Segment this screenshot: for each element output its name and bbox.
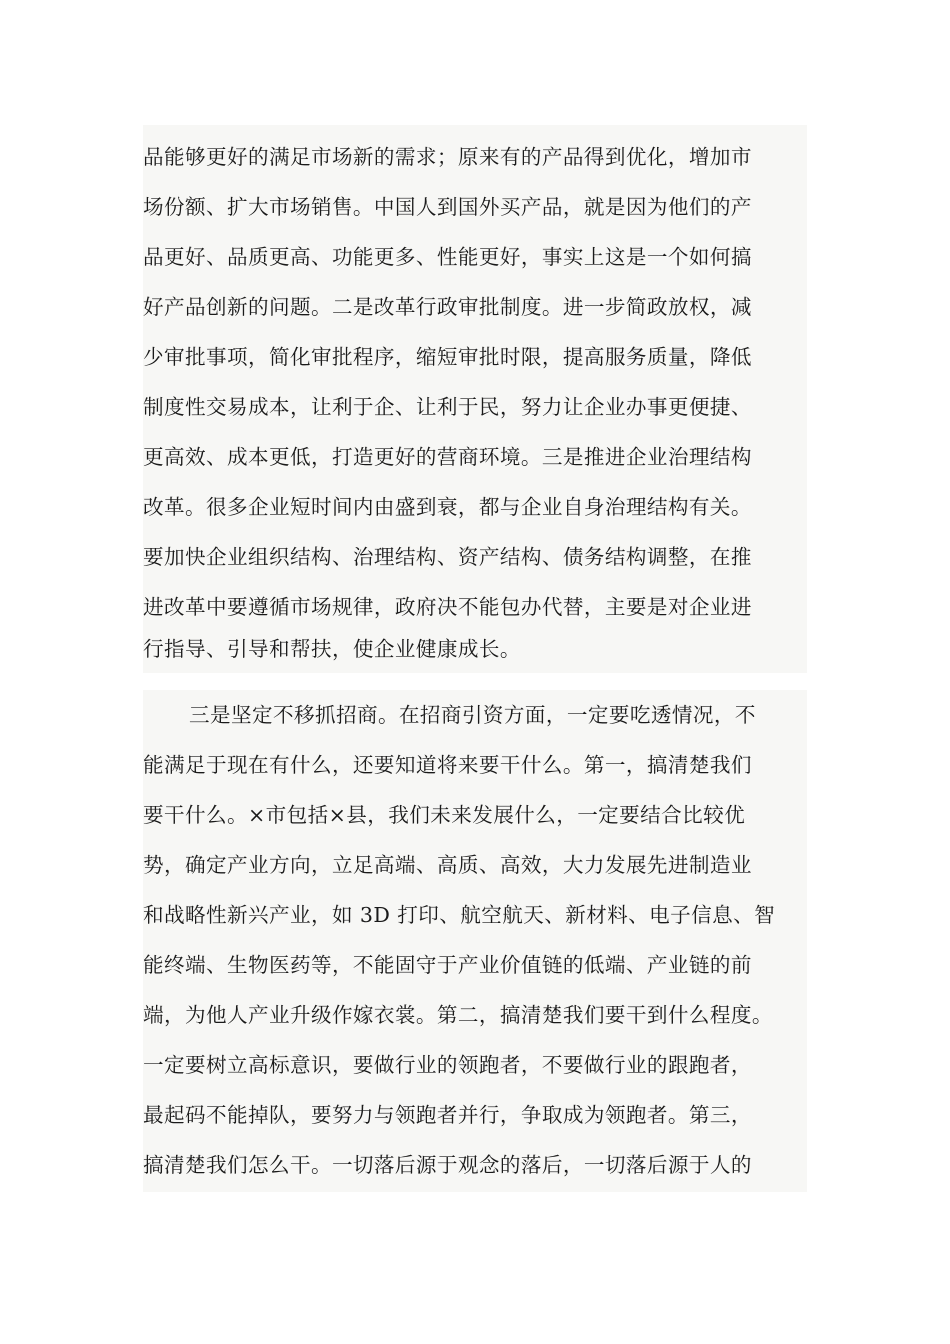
- paragraph-line: 好产品创新的问题。二是改革行政审批制度。进一步简政放权，减: [143, 295, 752, 319]
- paragraph-line: 最起码不能掉队，要努力与领跑者并行，争取成为领跑者。第三，: [143, 1103, 752, 1127]
- paragraph-line: 三是坚定不移抓招商。在招商引资方面，一定要吃透情况，不: [189, 703, 756, 727]
- paragraph-2: [143, 690, 807, 1192]
- paragraph-1: [143, 125, 807, 673]
- paragraph-line: 势，确定产业方向，立足高端、高质、高效，大力发展先进制造业: [143, 853, 752, 877]
- paragraph-line: 品能够更好的满足市场新的需求；原来有的产品得到优化，增加市: [143, 145, 752, 169]
- paragraph-line: 搞清楚我们怎么干。一切落后源于观念的落后，一切落后源于人的: [143, 1153, 752, 1177]
- paragraph-line: 品更好、品质更高、功能更多、性能更好，事实上这是一个如何搞: [143, 245, 752, 269]
- paragraph-line: 少审批事项，简化审批程序，缩短审批时限，提高服务质量，降低: [143, 345, 752, 369]
- paragraph-line: 更高效、成本更低，打造更好的营商环境。三是推进企业治理结构: [143, 445, 752, 469]
- paragraph-line: 和战略性新兴产业，如 3D 打印、航空航天、新材料、电子信息、智: [143, 903, 776, 927]
- paragraph-line: 要干什么。×市包括×县，我们未来发展什么，一定要结合比较优: [143, 803, 746, 827]
- paragraph-line: 改革。很多企业短时间内由盛到衰，都与企业自身治理结构有关。: [143, 495, 752, 519]
- paragraph-line: 行指导、引导和帮扶，使企业健康成长。: [143, 637, 521, 661]
- paragraph-line: 制度性交易成本，让利于企、让利于民，努力让企业办事更便捷、: [143, 395, 752, 419]
- paragraph-line: 端，为他人产业升级作嫁衣裳。第二，搞清楚我们要干到什么程度。: [143, 1003, 773, 1027]
- paragraph-line: 能终端、生物医药等，不能固守于产业价值链的低端、产业链的前: [143, 953, 752, 977]
- paragraph-line: 场份额、扩大市场销售。中国人到国外买产品，就是因为他们的产: [143, 195, 752, 219]
- paragraph-line: 要加快企业组织结构、治理结构、资产结构、债务结构调整，在推: [143, 545, 752, 569]
- paragraph-line: 一定要树立高标意识，要做行业的领跑者，不要做行业的跟跑者，: [143, 1053, 752, 1077]
- paragraph-line: 能满足于现在有什么，还要知道将来要干什么。第一，搞清楚我们: [143, 753, 752, 777]
- paragraph-line: 进改革中要遵循市场规律，政府决不能包办代替，主要是对企业进: [143, 595, 752, 619]
